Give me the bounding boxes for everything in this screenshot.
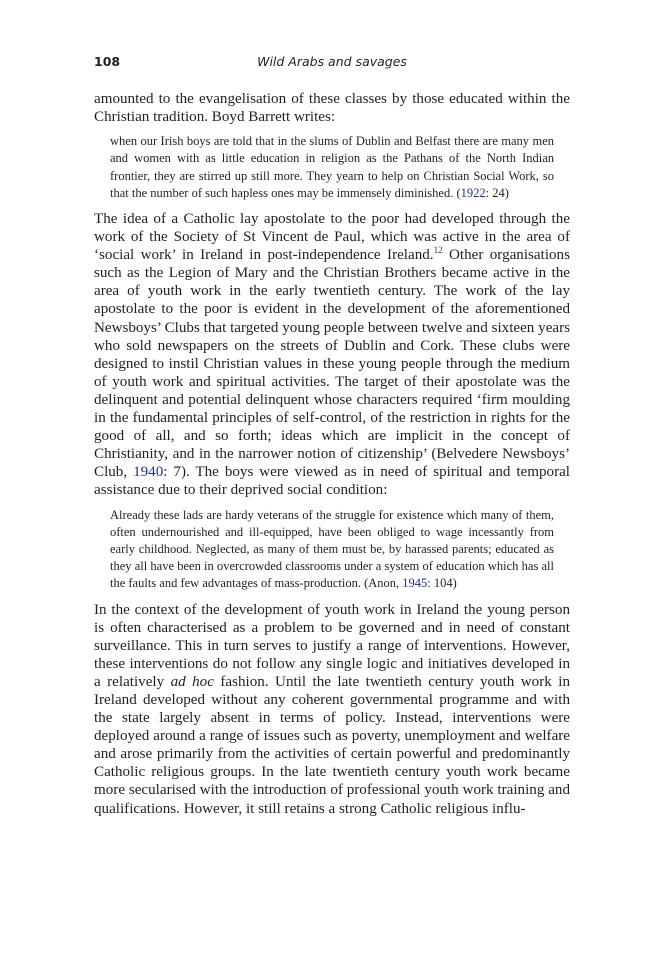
block-quote-1 — [110, 133, 554, 202]
paragraph-3 — [94, 601, 570, 818]
citation-link-1945[interactable]: 1945 — [402, 576, 428, 591]
citation-link-1940[interactable]: 1940 — [133, 464, 164, 481]
running-title: Wild Arabs and savages — [257, 54, 407, 69]
block-quote-2 — [110, 507, 554, 593]
paragraph-2-part-3: : 7). The boys were viewed as in need of spiritual and temporal assistance due to their deprived social condition: — [94, 464, 570, 499]
citation-link-1922[interactable]: 1922 — [460, 185, 486, 200]
quote-2-text: Already these lads are hardy veterans of the struggle for existence which many of them, often undernourished and ill-equipped, have been obliged to wage incessantly from early childhood. Neglected, as many of them must be, by harassed parents; educated as they all have been in overcrowded classrooms under a system of education which has all the faults and few advantages of mass-production. (Anon, — [110, 507, 554, 591]
paragraph-3-part-1: In the context of the development of youth work in Ireland the young person is often characterised as a problem to be governed and in need of constant surveillance. This in turn serves to justify a range of interventions. However, these interventions do not follow any single logic and initiatives developed in a relatively — [94, 601, 570, 690]
quote-2-cite-rest: : 104) — [427, 576, 457, 591]
quote-1-text: when our Irish boys are told that in the slums of Dublin and Belfast there are many men and women with as little education in religion as the Pathans of the North Indian frontier, they are stirred up still more. They yearn to help on Christian Social Work, so that the number of such hapless ones may be immensely diminished. ( — [110, 134, 554, 200]
paragraph-2-part-1: The idea of a Catholic lay apostolate to the poor had developed through the work of the Society of St Vincent de Paul, which was active in the area of ‘social work’ in Ireland in post-independence Ireland. — [94, 211, 570, 264]
main-text — [94, 90, 570, 818]
paragraph-2-part-2: Other organisations such as the Legion of Mary and the Christian Brothers became active in the area of youth work in the early twentieth century. The work of the lay apostolate to the poor is evident in the development of the aforementioned Newsboys’ Clubs that targeted young people between twelve and sixteen years who sold newspapers on the streets of Dublin and Cork. These clubs were designed to instil Christian values in these young people through the medium of youth work and spiritual activities. The target of their apostolate was the delinquent and potential delinquent whose characters required ‘firm moulding in the fundamental principles of self-control, of the restriction in rights for the good of all, and so forth; ideas which are implicit in the concept of Christianity, and in the narrower notion of citizenship’ (Belvedere Newsboys’ Club, — [94, 247, 570, 481]
footnote-marker-12[interactable]: 12 — [433, 245, 443, 256]
page-header — [94, 54, 570, 74]
quote-1-cite-rest: : 24) — [485, 185, 509, 200]
italic-term: ad hoc — [170, 673, 214, 690]
paragraph-1: amounted to the evangelisation of these classes by those educated within the Christian tradition. Boyd Barrett writes: — [94, 91, 570, 126]
page-number: 108 — [94, 54, 121, 69]
paragraph-2 — [94, 210, 570, 500]
paragraph-3-part-2: fashion. Until the late twentieth century youth work in Ireland developed without any coherent governmental programme and with the state largely absent in terms of policy. Instead, interventions were deployed around a range of issues such as poverty, unemployment and welfare and arose primarily from the activities of certain powerful and predominantly Catholic religious groups. In the late twentieth century youth work became more secularised with the introduction of professional youth work training and qualifications. However, it still retains a strong Catholic religious influ- — [94, 673, 570, 817]
